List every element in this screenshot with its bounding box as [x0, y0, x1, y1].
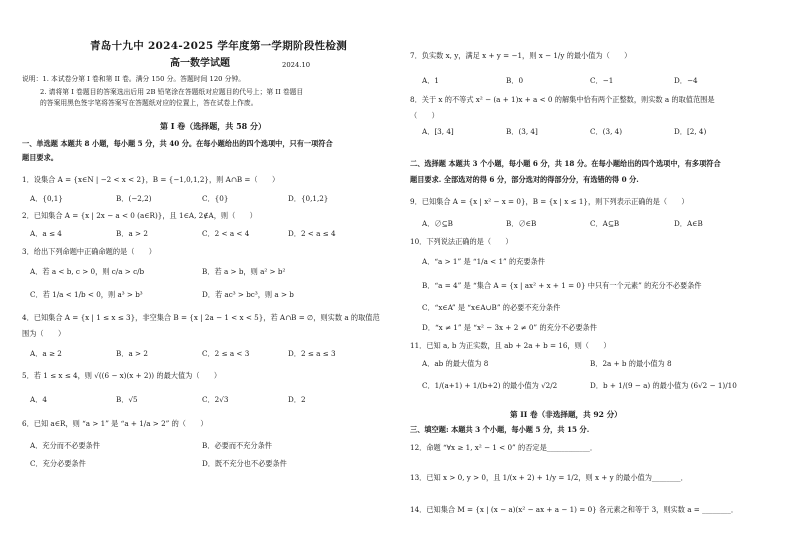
q4-option-a: A．a ≥ 2 — [30, 349, 62, 358]
q6-option-d: D．既不充分也不必要条件 — [202, 459, 287, 468]
note-line-2: 2. 请将第 I 卷题目的答案选出后用 2B 铅笔涂在答题纸对应题目的代号上；第 II 卷题目 — [40, 88, 304, 96]
q1-option-d: D．{0,1,2} — [288, 194, 329, 203]
q5-option-a: A．4 — [30, 395, 47, 404]
q7-option-d: D．−4 — [674, 76, 698, 85]
q10-option-a: A．“a > 1” 是 “1/a < 1” 的充要条件 — [422, 257, 545, 266]
q6-option-a: A．充分而不必要条件 — [30, 441, 100, 450]
q5-option-d: D．2 — [288, 395, 306, 404]
q8-option-c: C．(3, 4) — [590, 127, 623, 136]
q8-stem-cont: （ ） — [410, 111, 439, 120]
q8-option-a: A．[3, 4] — [422, 127, 454, 136]
q7-option-c: C．−1 — [590, 76, 614, 85]
q5-option-b: B．√5 — [116, 395, 138, 404]
q3-option-a: A．若 a < b, c > 0，则 c/a > c/b — [30, 267, 145, 276]
q10-option-b: B．“a = 4” 是 “集合 A = {x | ax² + x + 1 = 0} 中只有一个元素” 的充分不必要条件 — [422, 281, 702, 290]
section3-title: 第 II 卷（非选择题，共 92 分） — [510, 410, 622, 419]
section3-intro: 三、填空题: 本题共 3 个小题，每小题 5 分，共 15 分. — [410, 425, 590, 434]
exam-title: 青岛十九中 2024-2025 学年度第一学期阶段性检测 — [90, 40, 348, 52]
q9-stem: 9．已知集合 A = {x | x² − x = 0}，B = {x | x ≤ 1}，则下列表示正确的是（ ） — [410, 197, 689, 206]
q8-stem: 8．关于 x 的不等式 x² − (a + 1)x + a < 0 的解集中恰有两个正整数，则实数 a 的取值范围是 — [410, 95, 715, 104]
q2-option-a: A．a ≤ 4 — [30, 229, 62, 238]
q9-option-d: D．A∈B — [674, 219, 703, 228]
q9-option-b: B．∅∈B — [506, 219, 537, 228]
q1-stem: 1．设集合 A = {x∈N | −2 < x < 2}，B = {−1,0,1,2}，则 A∩B =（ ） — [22, 175, 280, 184]
q8-option-b: B．(3, 4] — [506, 127, 538, 136]
q13-stem: 13．已知 x > 0, y > 0，且 1/(x + 2) + 1/y = 1/2，则 x + y 的最小值为________． — [410, 473, 688, 482]
q2-option-c: C．2 < a < 4 — [202, 229, 250, 238]
q10-option-d: D．“x ≠ 1” 是 “x² − 3x + 2 ≠ 0” 的充分不必要条件 — [422, 323, 597, 332]
q4-option-d: D．2 ≤ a ≤ 3 — [288, 349, 336, 358]
exam-date: 2024.10 — [282, 61, 311, 69]
q7-option-b: B．0 — [506, 76, 524, 85]
q14-stem: 14．已知集合 M = {x | (x − a)(x² − ax + a − 1) = 0} 各元素之和等于 3，则实数 a = ________． — [410, 505, 739, 514]
q1-option-b: B．(−2,2) — [116, 194, 152, 203]
q4-stem-cont: 围为（ ） — [22, 329, 66, 338]
q11-option-d: D．b + 1/(9 − a) 的最小值为 (6√2 − 1)/10 — [590, 381, 737, 390]
q3-option-d: D．若 ac³ > bc³，则 a > b — [202, 290, 294, 299]
q11-option-b: B．2a + b 的最小值为 8 — [590, 359, 672, 368]
section2-intro-1: 二、选择题 本题共 3 个小题，每小题 6 分，共 18 分。在每小题给出的四个选项中，有多项符合 — [410, 159, 721, 168]
q5-option-c: C．2√3 — [202, 395, 229, 404]
q2-option-d: D．2 < a ≤ 4 — [288, 229, 336, 238]
q1-option-c: C．{0} — [202, 194, 229, 203]
q10-stem: 10．下列说法正确的是（ ） — [410, 237, 513, 246]
q4-option-b: B．a > 2 — [116, 349, 148, 358]
note-line-1: 说明：1. 本试卷分第 I 卷和第 II 卷。满分 150 分。答题时间 120 分钟。 — [22, 75, 246, 83]
q9-option-c: C．A⊆B — [590, 219, 620, 228]
q6-option-c: C．充分必要条件 — [30, 459, 86, 468]
q6-stem: 6．已知 a∈R，则 “a > 1” 是 “a + 1/a > 2” 的（ ） — [22, 419, 208, 428]
q5-stem: 5．若 1 ≤ x ≤ 4，则 √((6 − x)(x + 2)) 的最大值为（ ） — [22, 371, 222, 380]
q4-stem: 4．已知集合 A = {x | 1 ≤ x ≤ 3}，非空集合 B = {x | 2a − 1 < x < 5}，若 A∩B = ∅，则实数 a 的取值范 — [22, 313, 380, 322]
q11-option-a: A．ab 的最大值为 8 — [422, 359, 489, 368]
q7-stem: 7．负实数 x, y，满足 x + y = −1，则 x − 1/y 的最小值为（ ） — [410, 51, 632, 60]
q8-option-d: D．[2, 4) — [674, 127, 707, 136]
q1-option-a: A．{0,1} — [30, 194, 63, 203]
section1-intro-1: 一、单选题 本题共 8 小题，每小题 5 分，共 40 分。在每小题给出的四个选项中，只有一项符合 — [22, 139, 333, 148]
q2-stem: 2．已知集合 A = {x | 2x − a < 0 (a∈R)}，且 1∈A, 2∉A，则（ ） — [22, 211, 257, 220]
q12-stem: 12．命题 “∀x ≥ 1, x² − 1 < 0” 的否定是____________． — [410, 443, 598, 452]
q7-option-a: A．1 — [422, 76, 439, 85]
section2-intro-2: 题目要求. 全部选对的得 6 分，部分选对的得部分分，有选错的得 0 分. — [410, 175, 639, 184]
q4-option-c: C．2 ≤ a < 3 — [202, 349, 250, 358]
note-line-3: 的答案用黑色签字笔将答案写在答题纸对应的位置上，答在试卷上作废。 — [40, 99, 258, 107]
q11-stem: 11．已知 a, b 为正实数，且 ab + 2a + b = 16，则（ ） — [410, 341, 611, 350]
section1-intro-2: 题目要求。 — [22, 153, 58, 162]
section1-title: 第 I 卷（选择题，共 58 分） — [160, 121, 267, 131]
q6-option-b: B．必要而不充分条件 — [202, 441, 272, 450]
q2-option-b: B．a > 2 — [116, 229, 148, 238]
q9-option-a: A．∅⊆B — [422, 219, 453, 228]
q3-stem: 3．给出下列命题中正确命题的是（ ） — [22, 247, 156, 256]
q3-option-b: B．若 a > b，则 a² > b² — [202, 267, 286, 276]
q3-option-c: C．若 1/a < 1/b < 0，则 a³ > b³ — [30, 290, 143, 299]
q10-option-c: C．“x∈A” 是 “x∈A∪B” 的必要不充分条件 — [422, 303, 561, 312]
exam-subtitle: 高一数学试题 — [170, 58, 230, 69]
q11-option-c: C．1/(a+1) + 1/(b+2) 的最小值为 √2/2 — [422, 381, 558, 390]
